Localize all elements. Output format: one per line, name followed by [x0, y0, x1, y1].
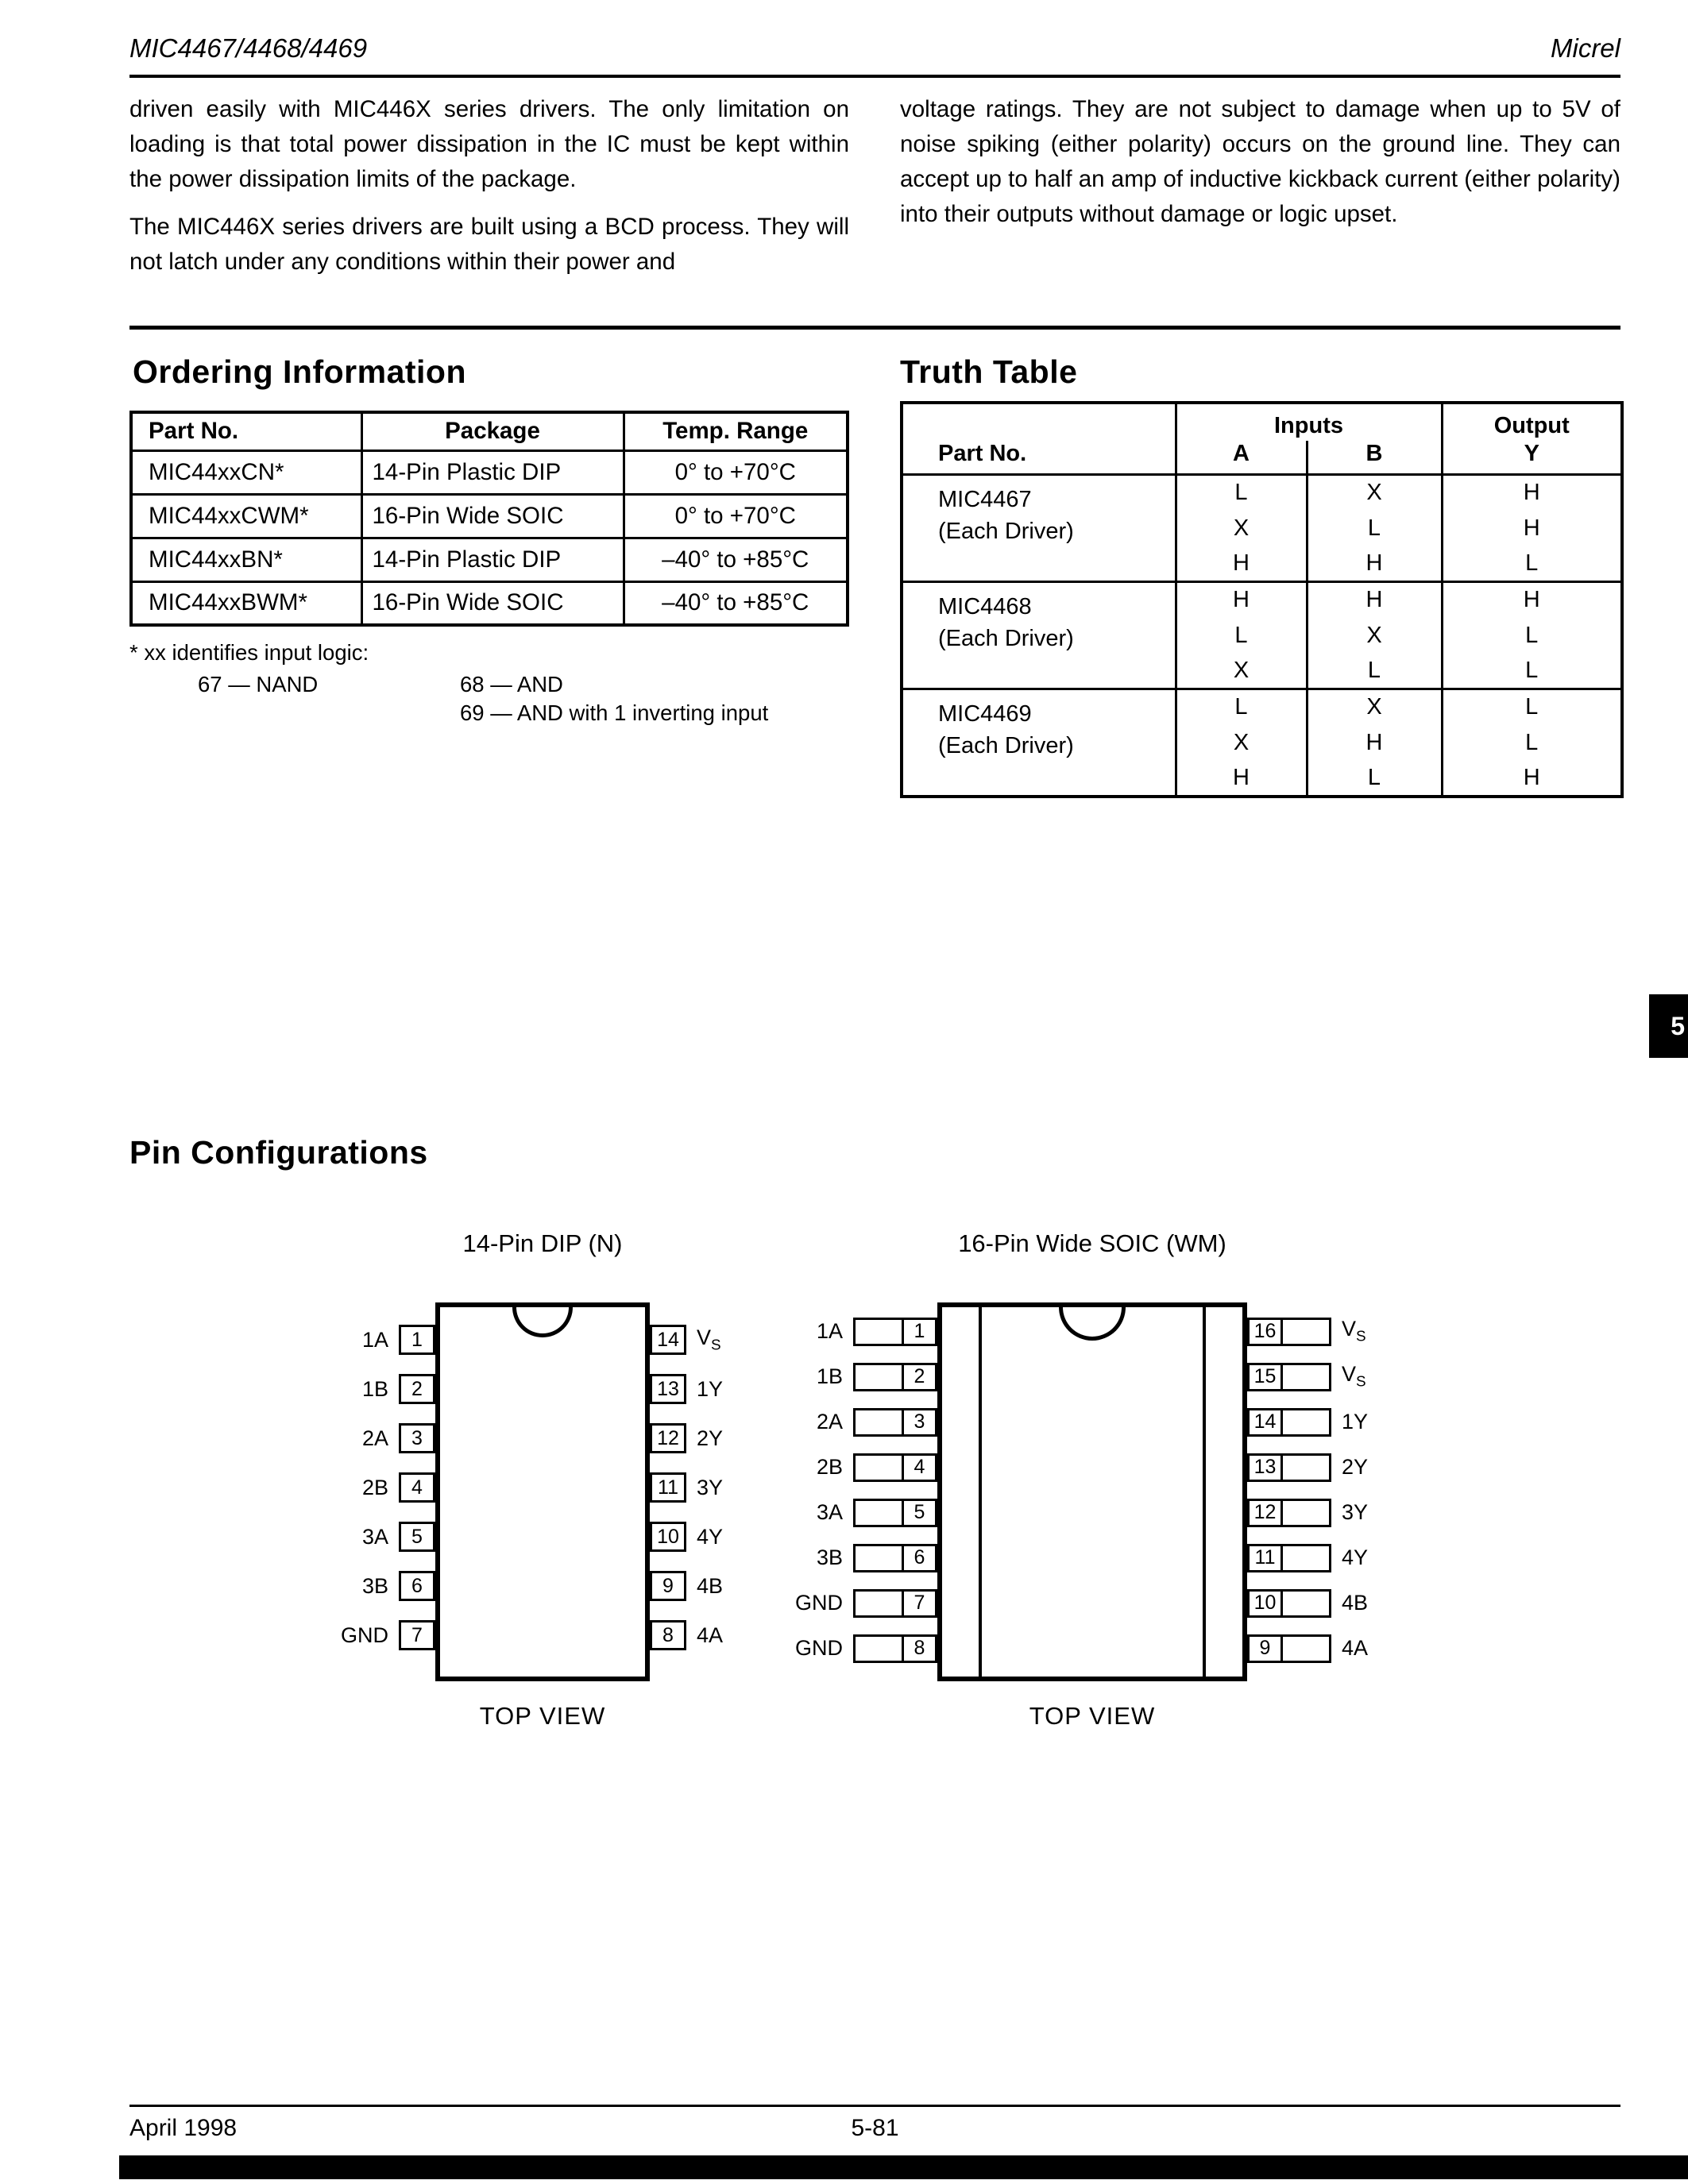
pin-stem	[1283, 1365, 1329, 1389]
soic-pinout-diagram	[782, 1229, 1402, 1731]
ordering-header-package: Package	[361, 412, 624, 450]
pin-label: 2Y	[1342, 1455, 1369, 1479]
ordering-row	[131, 538, 848, 581]
soic-pin-row	[782, 1535, 937, 1580]
pin-label: 1Y	[697, 1376, 724, 1401]
dip-pin-row	[650, 1414, 745, 1463]
pin-1	[853, 1318, 937, 1346]
dip-pin-row	[340, 1512, 435, 1561]
pin-number: 2	[902, 1365, 935, 1389]
dip-diagram-title: 14-Pin DIP (N)	[462, 1229, 623, 1257]
truth-value-cell: X	[1176, 725, 1307, 761]
soic-pin-row	[782, 1626, 937, 1671]
dip-chip-wrap	[340, 1302, 745, 1681]
pin-5: 5	[399, 1522, 435, 1552]
pin-label: 4B	[697, 1573, 724, 1598]
truth-row	[902, 582, 1622, 618]
truth-header-a: A	[1176, 441, 1307, 475]
ordering-row	[131, 581, 848, 625]
soic-body-line-right	[1203, 1307, 1206, 1677]
truth-value-cell: H	[1307, 546, 1442, 582]
truth-value-cell: X	[1307, 475, 1442, 511]
pin-number: 11	[1250, 1546, 1283, 1570]
pin-11	[1247, 1544, 1331, 1572]
soic-pin-row	[782, 1354, 937, 1399]
ordering-header-part: Part No.	[131, 412, 361, 450]
pin-label: 3B	[361, 1573, 388, 1598]
ordering-cell: 16-Pin Wide SOIC	[361, 581, 624, 625]
pin-stem	[1283, 1456, 1329, 1480]
soic-top-view-label: TOP VIEW	[1029, 1702, 1156, 1730]
truth-header-output: Output	[1493, 412, 1570, 438]
pin-number: 1	[902, 1320, 935, 1344]
ordering-header-temp: Temp. Range	[624, 412, 848, 450]
soic-pin-row	[1247, 1580, 1402, 1626]
soic-pin-row	[1247, 1399, 1402, 1445]
pin-label: GND	[795, 1591, 843, 1615]
soic-pin-row	[1247, 1309, 1402, 1354]
page-header	[129, 33, 1620, 64]
truth-value-cell: X	[1307, 689, 1442, 725]
chip-notch-icon	[1059, 1307, 1126, 1341]
ordering-information-title: Ordering Information	[133, 353, 466, 390]
soic-pin-row	[1247, 1445, 1402, 1490]
truth-value-cell: L	[1525, 729, 1539, 755]
pin-label: 3A	[816, 1500, 843, 1524]
soic-chip-body	[937, 1302, 1247, 1681]
dip-top-view-label: TOP VIEW	[479, 1702, 606, 1730]
section-divider-rule	[129, 326, 1620, 330]
footnote-line: * xx identifies input logic:	[129, 640, 369, 665]
pin-stem	[1283, 1501, 1329, 1525]
truth-value-cell: L	[1525, 694, 1539, 720]
dip-pinout-diagram	[340, 1229, 745, 1731]
ordering-cell: 0° to +70°C	[624, 450, 848, 494]
pin-stem	[856, 1546, 902, 1570]
pin-number: 6	[902, 1546, 935, 1570]
pin-label: 4B	[1342, 1591, 1369, 1615]
ordering-table	[129, 411, 849, 627]
pin-stem	[856, 1501, 902, 1525]
ordering-cell: MIC44xxBN*	[131, 538, 361, 581]
soic-pin-row	[782, 1309, 937, 1354]
footnote-69: 69 — AND with 1 inverting input	[460, 700, 769, 725]
pin-stem	[856, 1320, 902, 1344]
pin-4	[853, 1453, 937, 1482]
pin-14	[1247, 1408, 1331, 1437]
pin-number: 16	[1250, 1320, 1283, 1344]
ordering-cell: 14-Pin Plastic DIP	[361, 538, 624, 581]
footnote-68: 68 — AND	[460, 672, 563, 696]
pin-4: 4	[399, 1472, 435, 1503]
pin-stem	[1283, 1637, 1329, 1661]
pin-7: 7	[399, 1620, 435, 1650]
soic-pin-row	[1247, 1535, 1402, 1580]
truth-value-cell: H	[1523, 587, 1540, 613]
truth-value-cell: L	[1176, 475, 1307, 511]
truth-value-cell: X	[1176, 511, 1307, 546]
pin-label: 4A	[697, 1623, 724, 1647]
dip-pin-row	[650, 1315, 745, 1364]
pin-label: 1B	[816, 1364, 843, 1388]
truth-part-name: MIC4468	[938, 594, 1032, 619]
ordering-cell: MIC44xxBWM*	[131, 581, 361, 625]
dip-pin-row	[650, 1364, 745, 1414]
pin-stem	[856, 1365, 902, 1389]
truth-value-cell: H	[1176, 761, 1307, 797]
dip-pin-row	[340, 1611, 435, 1660]
pin-number: 10	[1250, 1592, 1283, 1615]
truth-value-cell: L	[1176, 618, 1307, 654]
dip-chip-body	[435, 1302, 650, 1681]
pin-label: $V_S$	[1342, 1362, 1366, 1391]
truth-value-cell: L	[1307, 511, 1442, 546]
truth-part-sub: (Each Driver)	[938, 519, 1074, 544]
pin-number: 14	[1250, 1410, 1283, 1434]
truth-header-inputs: Inputs	[1176, 403, 1442, 441]
truth-value-cell: H	[1442, 761, 1622, 797]
dip-pin-row	[650, 1561, 745, 1611]
truth-value-cell: L	[1307, 761, 1442, 797]
pin-label: 3Y	[697, 1475, 724, 1499]
pin-number: 3	[902, 1410, 935, 1434]
truth-value-cell: H	[1307, 725, 1442, 761]
footer-black-bar	[119, 2155, 1688, 2179]
pin-9	[1247, 1634, 1331, 1663]
pin-configurations-title: Pin Configurations	[129, 1134, 428, 1171]
pin-label: 1A	[361, 1327, 388, 1352]
footer-page-number: 5-81	[851, 2115, 899, 2141]
ordering-cell: –40° to +85°C	[624, 538, 848, 581]
pin-label: 2A	[361, 1426, 388, 1450]
pin-stem	[856, 1456, 902, 1480]
dip-right-pins	[650, 1302, 745, 1660]
truth-value-cell: H	[1307, 582, 1442, 618]
intro-paragraph: driven easily with MIC446X series drivers. The only limitation on loading is that total power dissipation in the IC must be kept within the power dissipation limits of the package.	[129, 96, 849, 192]
truth-header-row-1	[902, 403, 1622, 441]
truth-table-body	[902, 475, 1622, 797]
dip-pin-row	[340, 1561, 435, 1611]
chip-notch-icon	[512, 1307, 573, 1337]
pin-16	[1247, 1318, 1331, 1346]
pin-stem	[1283, 1320, 1329, 1344]
truth-value-cell: L	[1176, 689, 1307, 725]
soic-right-pins	[1247, 1302, 1402, 1671]
pin-10: 10	[650, 1522, 686, 1552]
pin-number: 7	[902, 1592, 935, 1615]
pin-stem	[856, 1592, 902, 1615]
truth-header-b: B	[1307, 441, 1442, 475]
pin-number: 9	[1250, 1637, 1283, 1661]
truth-header-part: Part No.	[902, 403, 1176, 475]
dip-pin-row	[340, 1315, 435, 1364]
pin-8: 8	[650, 1620, 686, 1650]
ordering-row	[131, 450, 848, 494]
dip-pin-row	[340, 1414, 435, 1463]
intro-right-column	[900, 92, 1620, 232]
pin-label: 4Y	[1342, 1545, 1369, 1569]
truth-part-name: MIC4467	[938, 487, 1032, 512]
ordering-footnote	[129, 640, 849, 743]
truth-part-cell	[902, 475, 1176, 582]
truth-value-cell: L	[1442, 654, 1622, 689]
soic-chip-wrap	[782, 1302, 1402, 1681]
truth-value-cell: L	[1307, 654, 1442, 689]
dip-pin-row	[340, 1463, 435, 1512]
pin-5	[853, 1499, 937, 1527]
pin-stem	[856, 1410, 902, 1434]
soic-pin-row	[782, 1445, 937, 1490]
pin-2: 2	[399, 1374, 435, 1404]
ordering-row	[131, 494, 848, 538]
truth-part-sub: (Each Driver)	[938, 626, 1074, 651]
pin-number: 13	[1250, 1456, 1283, 1480]
soic-diagram-title: 16-Pin Wide SOIC (WM)	[958, 1229, 1226, 1257]
truth-part-cell	[902, 689, 1176, 797]
truth-part-sub: (Each Driver)	[938, 733, 1074, 758]
dip-pin-row	[650, 1512, 745, 1561]
footer-rule	[129, 2105, 1620, 2107]
soic-pin-row	[782, 1490, 937, 1535]
pin-1: 1	[399, 1325, 435, 1355]
truth-value-cell: H	[1176, 582, 1307, 618]
dip-pin-row	[650, 1463, 745, 1512]
pin-number: 12	[1250, 1501, 1283, 1525]
pin-label: 1Y	[1342, 1410, 1369, 1433]
truth-row	[902, 689, 1622, 725]
intro-paragraph: The MIC446X series drivers are built using a BCD process. They will not latch under any conditions within their power and	[129, 214, 849, 275]
pin-13	[1247, 1453, 1331, 1482]
dip-left-pins	[340, 1302, 435, 1660]
soic-pin-row	[782, 1399, 937, 1445]
pin-label: GND	[795, 1636, 843, 1660]
pin-number: 5	[902, 1501, 935, 1525]
truth-value-cell: H	[1176, 546, 1307, 582]
ordering-cell: 16-Pin Wide SOIC	[361, 494, 624, 538]
pin-stem	[856, 1637, 902, 1661]
soic-pin-row	[1247, 1626, 1402, 1671]
pin-6: 6	[399, 1571, 435, 1601]
pin-stem	[1283, 1546, 1329, 1570]
intro-left-column	[129, 92, 849, 280]
dip-pin-row	[650, 1611, 745, 1660]
pin-label: GND	[341, 1623, 388, 1647]
pin-label: 3Y	[1342, 1500, 1369, 1524]
pin-label: 4A	[1342, 1636, 1369, 1660]
pin-7	[853, 1589, 937, 1618]
pin-12	[1247, 1499, 1331, 1527]
soic-pin-row	[782, 1580, 937, 1626]
truth-header-y: Y	[1442, 441, 1622, 475]
ordering-cell: 14-Pin Plastic DIP	[361, 450, 624, 494]
header-rule	[129, 75, 1620, 78]
pin-stem	[1283, 1592, 1329, 1615]
ordering-table-body	[131, 450, 848, 625]
pin-label: 3B	[816, 1545, 843, 1569]
ordering-header-row	[131, 412, 848, 450]
pin-12: 12	[650, 1423, 686, 1453]
footnote-67: 67 — NAND	[198, 672, 319, 696]
soic-left-pins	[782, 1302, 937, 1671]
truth-part-cell	[902, 582, 1176, 689]
pin-label: $V_S$	[1342, 1317, 1366, 1345]
ordering-cell: MIC44xxCN*	[131, 450, 361, 494]
pin-6	[853, 1544, 937, 1572]
pin-label: 1B	[361, 1376, 388, 1401]
pin-15	[1247, 1363, 1331, 1391]
pin-label: 2B	[361, 1475, 388, 1499]
pin-13: 13	[650, 1374, 686, 1404]
truth-value-cell: L	[1525, 622, 1539, 648]
header-brand: Micrel	[1551, 33, 1620, 63]
pin-number: 15	[1250, 1365, 1283, 1389]
truth-value-cell: H	[1523, 480, 1540, 506]
truth-part-name: MIC4469	[938, 701, 1032, 727]
pin-label: 2Y	[697, 1426, 724, 1450]
truth-value-cell: X	[1307, 618, 1442, 654]
soic-pin-row	[1247, 1354, 1402, 1399]
pin-2	[853, 1363, 937, 1391]
ordering-cell: –40° to +85°C	[624, 581, 848, 625]
pin-label: 1A	[816, 1319, 843, 1343]
pin-8	[853, 1634, 937, 1663]
pin-number: 4	[902, 1456, 935, 1480]
intro-paragraph: voltage ratings. They are not subject to damage when up to 5V of noise spiking (either polarity) occurs on the ground line. They can accept up to half an amp of inductive kickback current (either polarity) into their outputs without damage or logic upset.	[900, 96, 1620, 227]
pin-stem	[1283, 1410, 1329, 1434]
pin-11: 11	[650, 1472, 686, 1503]
truth-table-title: Truth Table	[900, 353, 1078, 390]
pin-label: $V_S$	[697, 1325, 721, 1354]
truth-row	[902, 475, 1622, 511]
pin-number: 8	[902, 1637, 935, 1661]
pin-3	[853, 1408, 937, 1437]
ordering-cell: MIC44xxCWM*	[131, 494, 361, 538]
header-part-numbers: MIC4467/4468/4469	[129, 33, 368, 63]
truth-value-cell: X	[1176, 654, 1307, 689]
pin-label: 4Y	[697, 1524, 724, 1549]
pin-10	[1247, 1589, 1331, 1618]
pin-label: 2B	[816, 1455, 843, 1479]
dip-pin-row	[340, 1364, 435, 1414]
pin-3: 3	[399, 1423, 435, 1453]
pin-label: 3A	[361, 1524, 388, 1549]
truth-table	[900, 401, 1624, 798]
pin-label: 2A	[816, 1410, 843, 1433]
soic-pin-row	[1247, 1490, 1402, 1535]
section-tab: 5	[1649, 994, 1688, 1058]
soic-body-line-left	[979, 1307, 982, 1677]
ordering-cell: 0° to +70°C	[624, 494, 848, 538]
pin-14: 14	[650, 1325, 686, 1355]
truth-value-cell: L	[1442, 546, 1622, 582]
pin-9: 9	[650, 1571, 686, 1601]
truth-value-cell: H	[1523, 515, 1540, 541]
footer-date: April 1998	[129, 2115, 238, 2141]
